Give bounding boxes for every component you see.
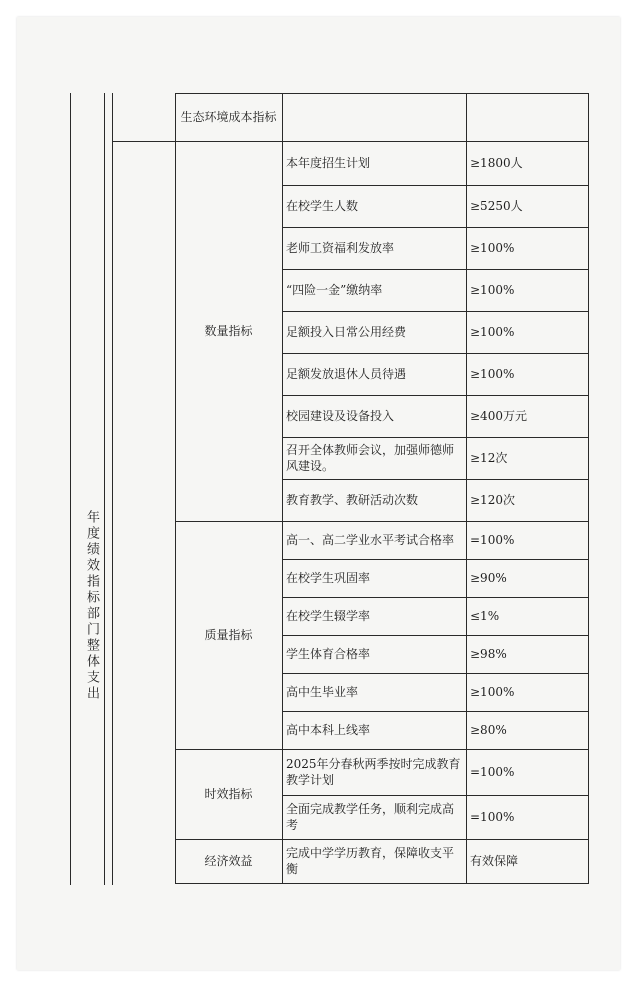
indicator-cell: “四险一金”缴纳率 <box>286 283 383 297</box>
indicator-cell: 在校学生人数 <box>286 199 359 213</box>
top-row-label: 生态环境成本指标 <box>180 110 277 124</box>
top-row-divider <box>466 93 467 142</box>
group-label: 质量指标 <box>204 628 253 642</box>
value-cell: ≥100% <box>470 685 515 699</box>
group-divider <box>282 141 283 522</box>
indicator-cell: 足额发放退休人员待遇 <box>286 367 407 381</box>
indicator-cell: 足额投入日常公用经费 <box>286 325 407 339</box>
value-cell: ≥100% <box>470 325 515 339</box>
indicator-cell: 召开全体教师会议，加强师德师风建设。 <box>286 443 455 473</box>
value-divider <box>466 839 467 884</box>
value-divider <box>466 521 467 750</box>
value-cell: ≥80% <box>470 723 507 737</box>
value-cell: ≥120次 <box>470 493 515 507</box>
group-label: 数量指标 <box>204 324 253 338</box>
value-cell: ≥5250人 <box>470 199 523 213</box>
value-cell: ≥400万元 <box>470 409 527 423</box>
group-bottom-border <box>175 883 589 884</box>
table-right-border <box>588 521 589 750</box>
group-divider <box>282 749 283 840</box>
indicator-cell: 完成中学学历教育，保障收支平衡 <box>286 846 455 876</box>
value-cell: ≥100% <box>470 367 515 381</box>
indicator-cell: 学生体育合格率 <box>286 647 371 661</box>
value-cell: =100% <box>470 810 515 824</box>
indicator-cell: 教育教学、教研活动次数 <box>286 493 419 507</box>
value-cell: 有效保障 <box>470 854 519 868</box>
top-row-indicator <box>282 93 466 141</box>
side-title: 年度绩效指标部门整体支出 <box>84 510 99 702</box>
value-cell: ≥100% <box>470 241 515 255</box>
indicator-cell: 高一、高二学业水平考试合格率 <box>286 533 455 547</box>
value-cell: ≤1% <box>470 609 500 623</box>
group-label: 时效指标 <box>204 787 253 801</box>
indicator-cell: 校园建设及设备投入 <box>286 409 395 423</box>
value-cell: ≥1800人 <box>470 156 523 170</box>
value-divider <box>466 749 467 840</box>
group-left-border <box>175 521 176 750</box>
table-right-border <box>588 141 589 522</box>
indicator-cell: 在校学生辍学率 <box>286 609 371 623</box>
value-cell: ≥98% <box>470 647 507 661</box>
top-row-left-border <box>175 93 176 142</box>
group-divider <box>282 521 283 750</box>
value-cell: =100% <box>470 765 515 779</box>
indicator-cell: 2025年分春秋两季按时完成教育教学计划 <box>286 757 461 787</box>
indicator-cell: 在校学生巩固率 <box>286 571 371 585</box>
indicator-cell: 高中生毕业率 <box>286 685 359 699</box>
indicator-cell: 全面完成教学任务，顺利完成高考 <box>286 802 455 832</box>
value-cell: =100% <box>470 533 515 547</box>
value-cell: ≥90% <box>470 571 507 585</box>
group-divider <box>282 839 283 884</box>
table-right-border <box>588 839 589 884</box>
indicator-cell: 高中本科上线率 <box>286 723 371 737</box>
group-left-border <box>175 839 176 884</box>
top-row-right-border <box>588 93 589 142</box>
group-label: 经济效益 <box>204 854 253 868</box>
indicator-table <box>112 93 588 883</box>
table-right-border <box>588 749 589 840</box>
indicator-cell: 本年度招生计划 <box>286 156 371 170</box>
value-divider <box>466 141 467 522</box>
group-left-border <box>175 141 176 522</box>
top-row-value <box>466 93 588 141</box>
indicator-cell: 老师工资福利发放率 <box>286 241 395 255</box>
top-row-divider <box>282 93 283 142</box>
value-cell: ≥100% <box>470 283 515 297</box>
value-cell: ≥12次 <box>470 451 508 465</box>
group-left-border <box>175 749 176 840</box>
